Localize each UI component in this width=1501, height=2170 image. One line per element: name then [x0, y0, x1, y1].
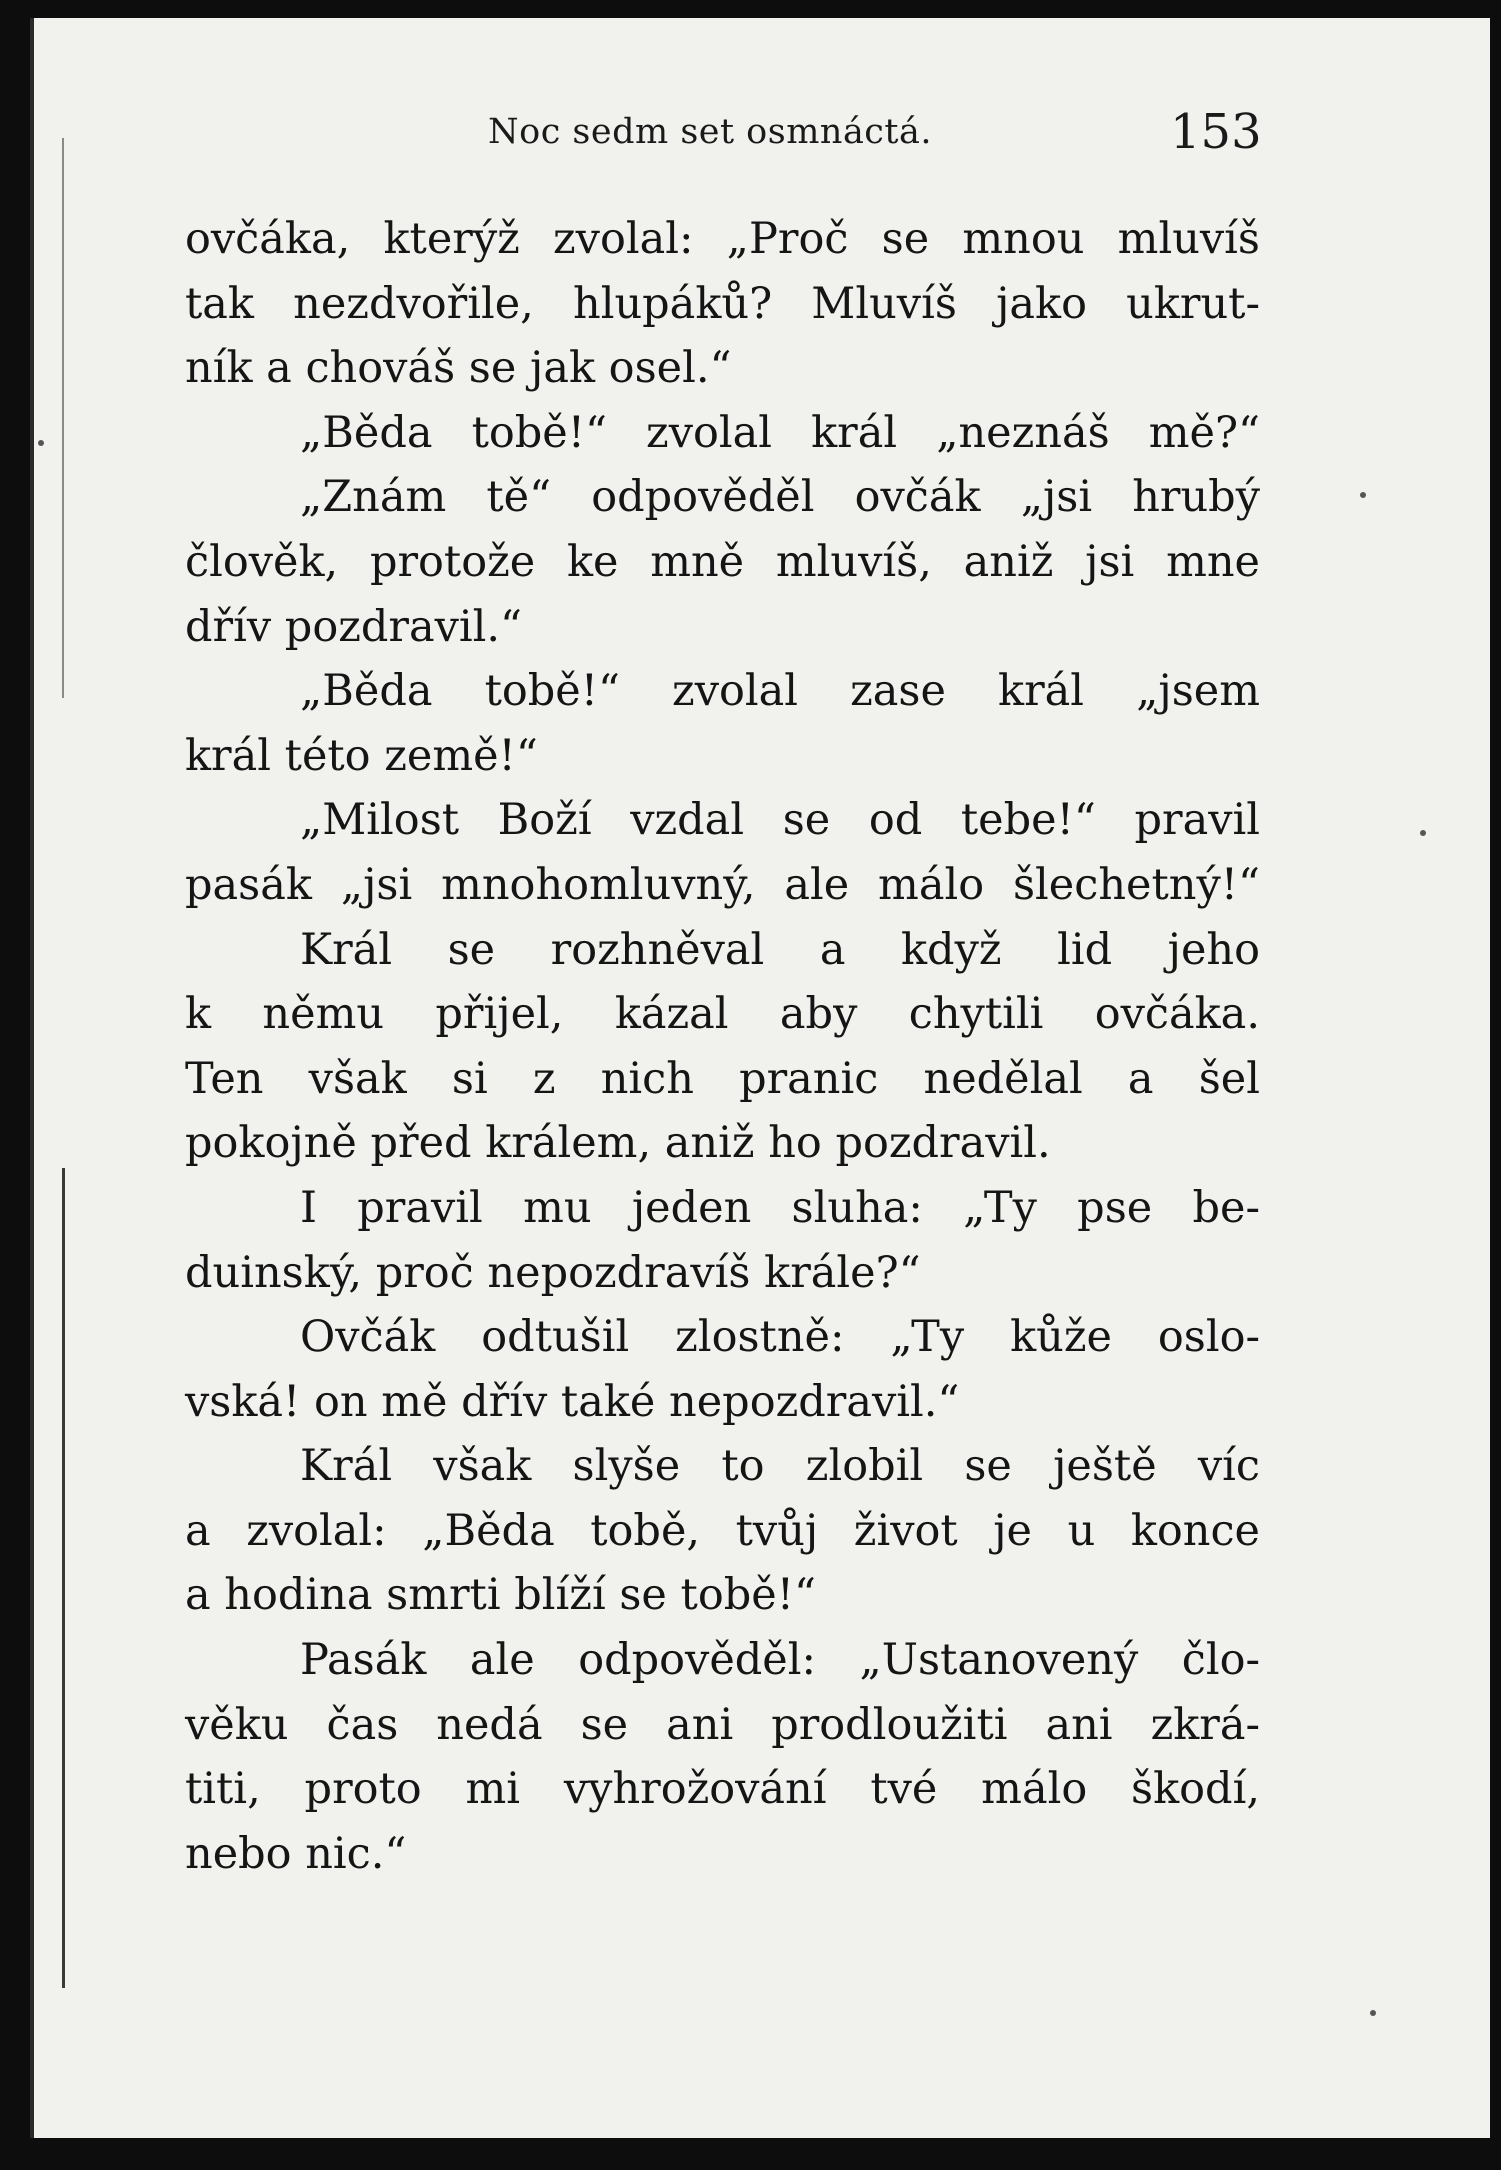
- text-line: Král se rozhněval a když lid jeho: [300, 924, 1260, 975]
- text-line: „Běda tobě!“ zvolal král „neznáš mě?“: [300, 407, 1260, 458]
- text-line: člověk, protože ke mně mluvíš, aniž jsi mne: [185, 536, 1260, 587]
- binding-edge-upper: [62, 138, 64, 698]
- binding-edge-lower: [62, 1168, 65, 1988]
- text-line: vská! on mě dřív také nepozdravil.“: [185, 1376, 960, 1427]
- text-line: a hodina smrti blíží se tobě!“: [185, 1570, 816, 1621]
- text-line: k němu přijel, kázal aby chytili ovčáka.: [185, 989, 1260, 1040]
- text-line: titi, proto mi vyhrožování tvé málo škodí,: [185, 1764, 1260, 1815]
- text-line: král této země!“: [185, 730, 538, 781]
- text-line: pasák „jsi mnohomluvný, ale málo šlechetný!“: [185, 859, 1260, 910]
- print-speck: [1370, 2010, 1376, 2016]
- text-line: Pasák ale odpověděl: „Ustanovený člo-: [300, 1635, 1260, 1686]
- text-line: ovčáka, kterýž zvolal: „Proč se mnou mluvíš: [185, 214, 1260, 264]
- running-title: Noc sedm set osmnáctá.: [488, 112, 932, 152]
- text-line: Ovčák odtušil zlostně: „Ty kůže oslo-: [300, 1312, 1260, 1363]
- text-line: „Běda tobě!“ zvolal zase král „jsem: [300, 666, 1260, 717]
- print-speck: [1360, 492, 1366, 498]
- print-speck: [1420, 830, 1426, 836]
- text-line: „Znám tě“ odpověděl ovčák „jsi hrubý: [300, 472, 1260, 523]
- text-line: I pravil mu jeden sluha: „Ty pse be-: [300, 1182, 1260, 1233]
- text-line: nebo nic.“: [185, 1828, 407, 1879]
- text-line: „Milost Boží vzdal se od tebe!“ pravil: [300, 795, 1260, 846]
- text-line: a zvolal: „Běda tobě, tvůj život je u konce: [185, 1505, 1260, 1556]
- body-text: [185, 207, 1260, 1886]
- text-line: duinský, proč nepozdravíš krále?“: [185, 1247, 921, 1298]
- text-line: ník a chováš se jak osel.“: [185, 343, 732, 394]
- text-line: tak nezdvořile, hlupáků? Mluvíš jako ukrut-: [185, 278, 1260, 329]
- text-line: Ten však si z nich pranic nedělal a šel: [185, 1053, 1260, 1104]
- page-number: 153: [1170, 104, 1262, 160]
- text-line: věku čas nedá se ani prodloužiti ani zkrá-: [185, 1699, 1260, 1750]
- print-speck: [38, 440, 44, 446]
- text-line: Král však slyše to zlobil se ještě víc: [300, 1441, 1260, 1492]
- text-line: dřív pozdravil.“: [185, 601, 523, 652]
- text-line: pokojně před králem, aniž ho pozdravil.: [185, 1118, 1051, 1169]
